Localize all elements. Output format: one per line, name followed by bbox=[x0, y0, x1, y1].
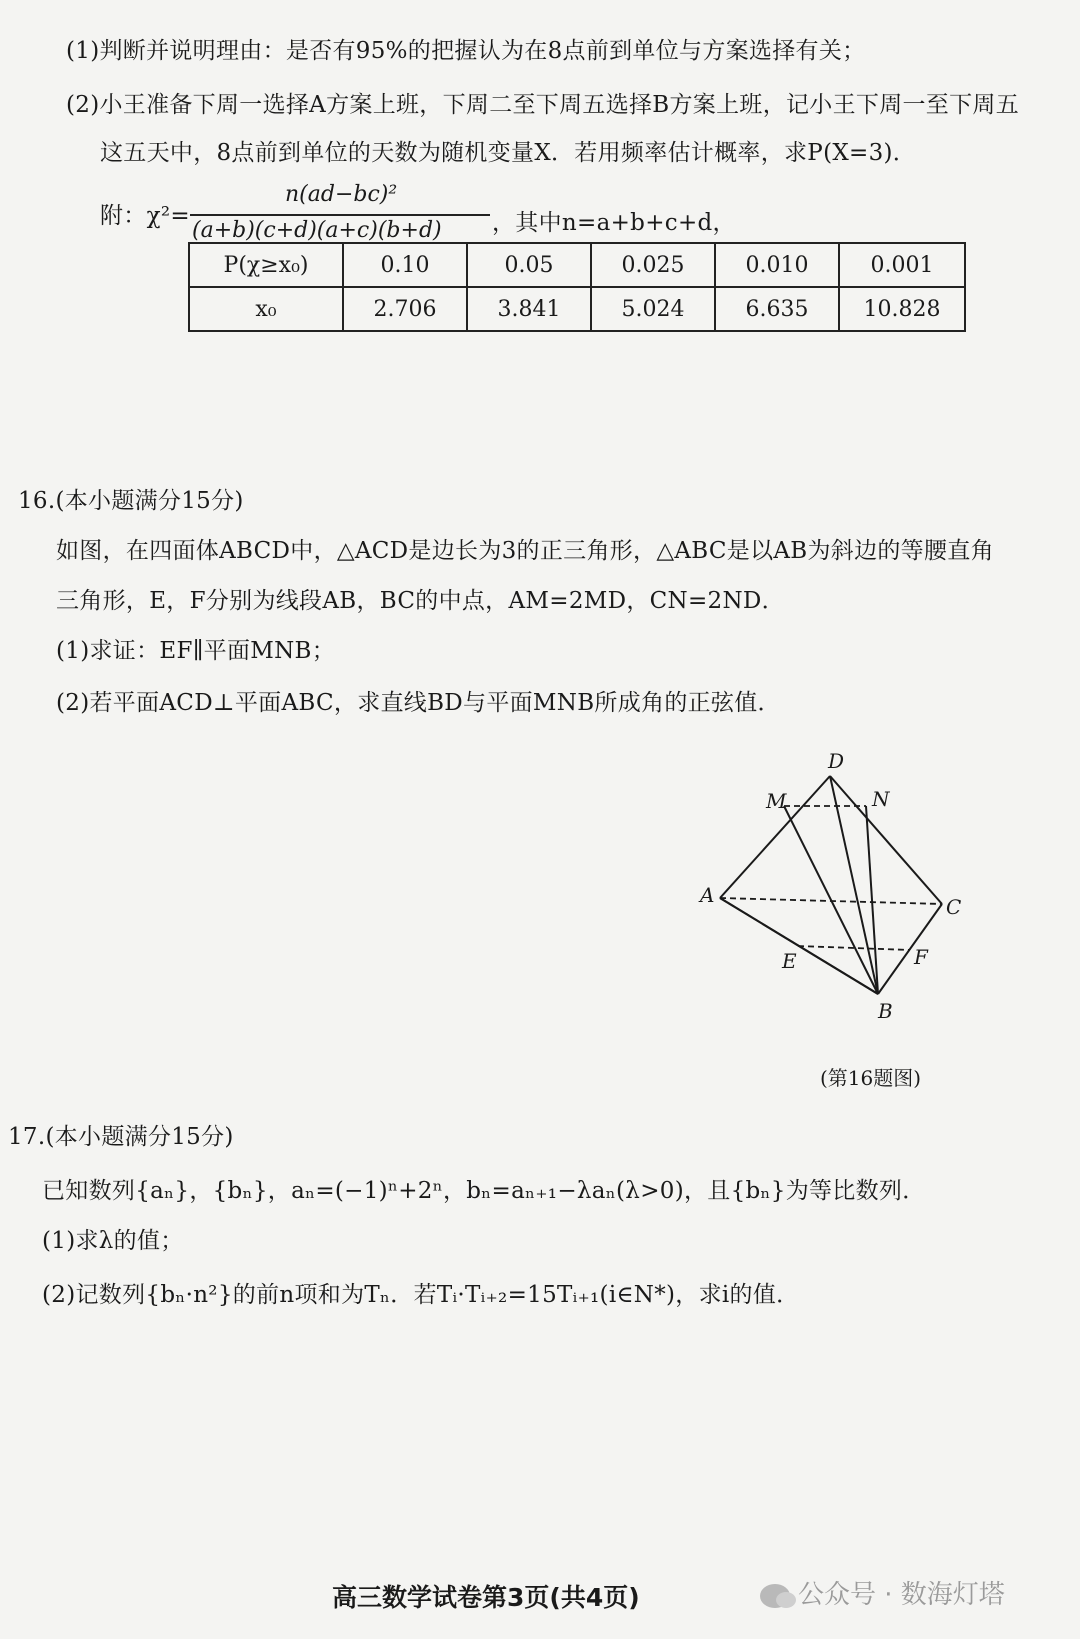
label-f: F bbox=[914, 945, 928, 969]
label-c: C bbox=[946, 895, 962, 919]
tetrahedron-figure bbox=[700, 749, 1010, 1060]
page-footer: 高三数学试卷第3页(共4页) bbox=[332, 1583, 640, 1612]
appendix-tail: ，其中n=a+b+c+d， bbox=[492, 210, 736, 236]
q15-part2-line2: 这五天中，8点前到单位的天数为随机变量X．若用频率估计概率，求P(X=3)． bbox=[100, 140, 917, 166]
q16-line1: 如图，在四面体ABCD中，△ACD是边长为3的正三角形，△ABC是以AB为斜边的等腰直角 bbox=[56, 538, 994, 564]
edge-cb bbox=[878, 904, 942, 994]
q17-part2: (2)记数列{bₙ·n²}的前n项和为Tₙ．若Tᵢ·Tᵢ₊₂=15Tᵢ₊₁(i∈N*)，求i的值． bbox=[42, 1282, 800, 1308]
label-m: M bbox=[766, 789, 787, 813]
table-cell: x₀ bbox=[189, 287, 343, 331]
label-d: D bbox=[828, 749, 845, 773]
q16-part1: (1)求证：EF∥平面MNB； bbox=[56, 638, 336, 664]
critical-value-table bbox=[188, 242, 966, 332]
q17-line1: 已知数列{aₙ}，{bₙ}，aₙ=(−1)ⁿ+2ⁿ，bₙ=aₙ₊₁−λaₙ(λ>0)，且{bₙ}为等比数列． bbox=[42, 1178, 926, 1204]
table-cell: 6.635 bbox=[715, 287, 839, 331]
table-cell: 10.828 bbox=[839, 287, 965, 331]
table-cell: 0.010 bbox=[715, 243, 839, 287]
q17-heading: 17.(本小题满分15分) bbox=[8, 1124, 234, 1150]
label-b: B bbox=[878, 999, 893, 1023]
label-e: E bbox=[782, 949, 797, 973]
watermark bbox=[760, 1574, 1005, 1611]
figure-caption: (第16题图) bbox=[820, 1066, 922, 1090]
watermark-text: 公众号 · 数海灯塔 bbox=[798, 1580, 1005, 1610]
table-cell: 0.025 bbox=[591, 243, 715, 287]
table-cell: 0.10 bbox=[343, 243, 467, 287]
table-cell: 2.706 bbox=[343, 287, 467, 331]
q16-heading: 16.(本小题满分15分) bbox=[18, 488, 244, 514]
label-n: N bbox=[872, 787, 890, 811]
table-cell: 0.001 bbox=[839, 243, 965, 287]
appendix-label: 附：χ²= bbox=[100, 203, 190, 229]
chi-square-denominator: (a+b)(c+d)(a+c)(b+d) bbox=[192, 218, 442, 243]
table-cell: P(χ≥x₀) bbox=[189, 243, 343, 287]
table-row bbox=[189, 287, 965, 331]
table-row bbox=[189, 243, 965, 287]
q16-line2: 三角形，E，F分别为线段AB，BC的中点，AM=2MD，CN=2ND． bbox=[56, 588, 785, 614]
q15-part2-line1: (2)小王准备下周一选择A方案上班，下周二至下周五选择B方案上班，记小王下周一至下周五 bbox=[66, 92, 1019, 118]
chi-square-numerator: n(ad−bc)² bbox=[285, 182, 398, 207]
wechat-icon bbox=[760, 1584, 790, 1608]
q15-part1: (1)判断并说明理由：是否有95%的把握认为在8点前到单位与方案选择有关； bbox=[66, 38, 866, 64]
table-cell: 3.841 bbox=[467, 287, 591, 331]
q16-part2: (2)若平面ACD⊥平面ABC，求直线BD与平面MNB所成角的正弦值． bbox=[56, 690, 781, 716]
fraction-bar bbox=[190, 214, 490, 216]
table-cell: 5.024 bbox=[591, 287, 715, 331]
table-cell: 0.05 bbox=[467, 243, 591, 287]
label-a: A bbox=[700, 883, 715, 907]
q17-part1: (1)求λ的值； bbox=[42, 1228, 184, 1254]
